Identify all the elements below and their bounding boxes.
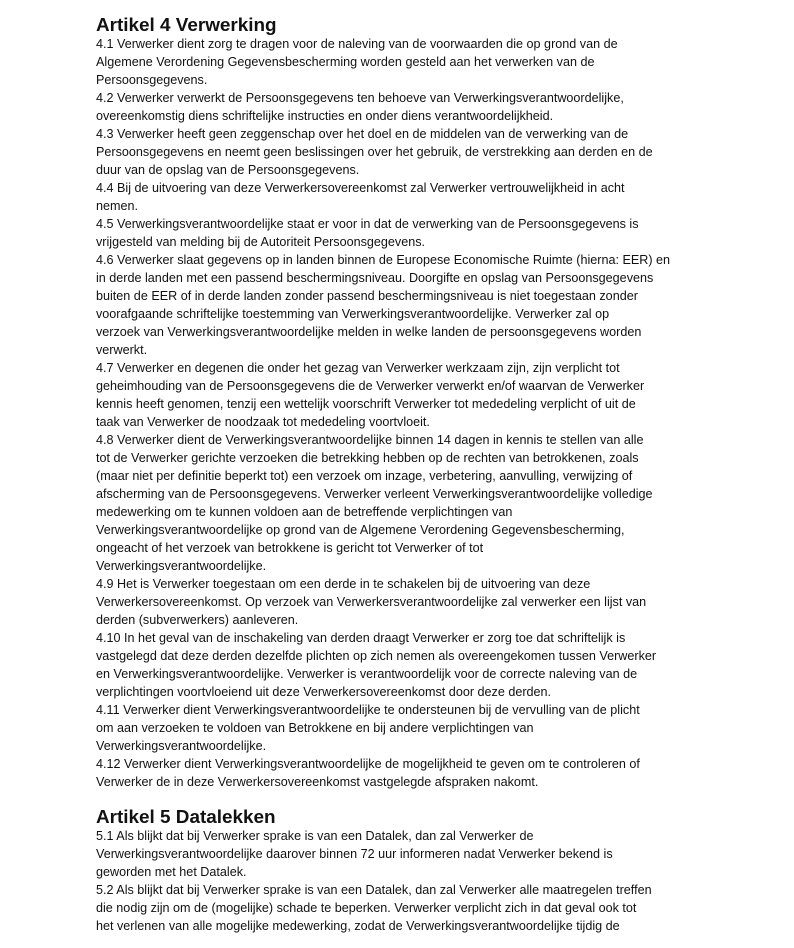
paragraph-4-2: 4.2 Verwerker verwerkt de Persoonsgegevens ten behoeve van Verwerkingsverantwoordelijke, overeenkomstig diens schriftelijke instructies en onder diens verantwoordelijkheid. — [96, 91, 624, 123]
paragraph-4-8: 4.8 Verwerker dient de Verwerkingsverantwoordelijke binnen 14 dagen in kennis te stellen van alle tot de Verwerker gerichte verzoeken die betrekking hebben op de rechten van betrokkenen, zoals (maar niet per definitie beperkt tot) een verzoek om inzage, verbetering, aanvulling, verwijzing of afscherming van de Persoonsgegevens. Verwerker verleent Verwerkingsverantwoordelijke volledige medewerking om te kunnen voldoen aan de betreffende verplichtingen van Verwerkingsverantwoordelijke op grond van de Algemene Verordening Gegevensbescherming, ongeacht of het verzoek van betrokkene is gericht tot Verwerker of tot Verwerkingsverantwoordelijke. — [96, 433, 653, 573]
paragraph-4-7: 4.7 Verwerker en degenen die onder het gezag van Verwerker werkzaam zijn, zijn verplicht tot geheimhouding van de Persoonsgegevens die de Verwerker verwerkt en/of waarvan de Verwerker kennis heeft genomen, tenzij een wettelijk voorschrift Verwerker tot mededeling verplicht of uit de taak van Verwerker de noodzaak tot mededeling voortvloeit. — [96, 361, 645, 429]
article-title: Artikel 4 Verwerking — [96, 15, 277, 36]
paragraph-4-5: 4.5 Verwerkingsverantwoordelijke staat er voor in dat de verwerking van de Persoonsgegevens is vrijgesteld van melding bij de Autoriteit Persoonsgegevens. — [96, 217, 639, 249]
paragraph-4-4: 4.4 Bij de uitvoering van deze Verwerkersovereenkomst zal Verwerker vertrouwelijkheid in acht nemen. — [96, 181, 625, 213]
paragraph-5-2: 5.2 Als blijkt dat bij Verwerker sprake is van een Datalek, dan zal Verwerker alle maatregelen treffen die nodig zijn om de (mogelijke) schade te beperken. Verwerker verplicht zich in dat geval ook tot het verlenen van alle mogelijke medewerking, zodat de Verwerkingsverantwoordelijke tijdig de — [96, 883, 652, 933]
paragraph-5-1: 5.1 Als blijkt dat bij Verwerker sprake is van een Datalek, dan zal Verwerker de Verwerkingsverantwoordelijke daarover binnen 72 uur informeren nadat Verwerker bekend is geworden met het Datalek. — [96, 829, 613, 879]
document-page — [96, 17, 706, 935]
paragraph-4-11: 4.11 Verwerker dient Verwerkingsverantwoordelijke te ondersteunen bij de vervulling van de plicht om aan verzoeken te voldoen van Betrokkene en bij andere verplichtingen van Verwerkingsverantwoordelijke. — [96, 703, 640, 753]
paragraph-4-1: 4.1 Verwerker dient zorg te dragen voor de naleving van de voorwaarden die op grond van de Algemene Verordening Gegevensbescherming worden gesteld aan het verwerken van de Persoonsgegevens. — [96, 37, 618, 87]
article-title: Artikel 5 Datalekken — [96, 807, 276, 828]
paragraph-4-9: 4.9 Het is Verwerker toegestaan om een derde in te schakelen bij de uitvoering van deze Verwerkersovereenkomst. Op verzoek van Verwerkersverantwoordelijke zal verwerker een lijst van derden (subverwerkers) aanleveren. — [96, 577, 647, 627]
article-5-section — [96, 809, 706, 935]
paragraph-4-10: 4.10 In het geval van de inschakeling van derden draagt Verwerker er zorg toe dat schriftelijk is vastgelegd dat deze derden dezelfde plichten op zich nemen als overeengekomen tussen Verwerker en Verwerkingsverantwoordelijke. Verwerker is verantwoordelijk voor de correcte naleving van de verplichtingen voortvloeiend uit deze Verwerkersovereenkomst door deze derden. — [96, 631, 657, 699]
article-4-section — [96, 17, 706, 791]
paragraph-4-6: 4.6 Verwerker slaat gegevens op in landen binnen de Europese Economische Ruimte (hierna: EER) en in derde landen met een passend beschermingsniveau. Doorgifte en opslag van Persoonsgegevens buiten de EER of in derde landen zonder passend beschermingsniveau is niet toegestaan zonder voorafgaande schriftelijke toestemming van Verwerkingsverantwoordelijke. Verwerker zal op verzoek van Verwerkingsverantwoordelijke melden in welke landen de persoonsgegevens worden verwerkt. — [96, 253, 671, 357]
paragraph-4-3: 4.3 Verwerker heeft geen zeggenschap over het doel en de middelen van de verwerking van de Persoonsgegevens en neemt geen beslissingen over het gebruik, de verstrekking aan derden en de duur van de opslag van de Persoonsgegevens. — [96, 127, 653, 177]
paragraph-4-12: 4.12 Verwerker dient Verwerkingsverantwoordelijke de mogelijkheid te geven om te controleren of Verwerker de in deze Verwerkersovereenkomst vastgelegde afspraken nakomt. — [96, 757, 640, 789]
